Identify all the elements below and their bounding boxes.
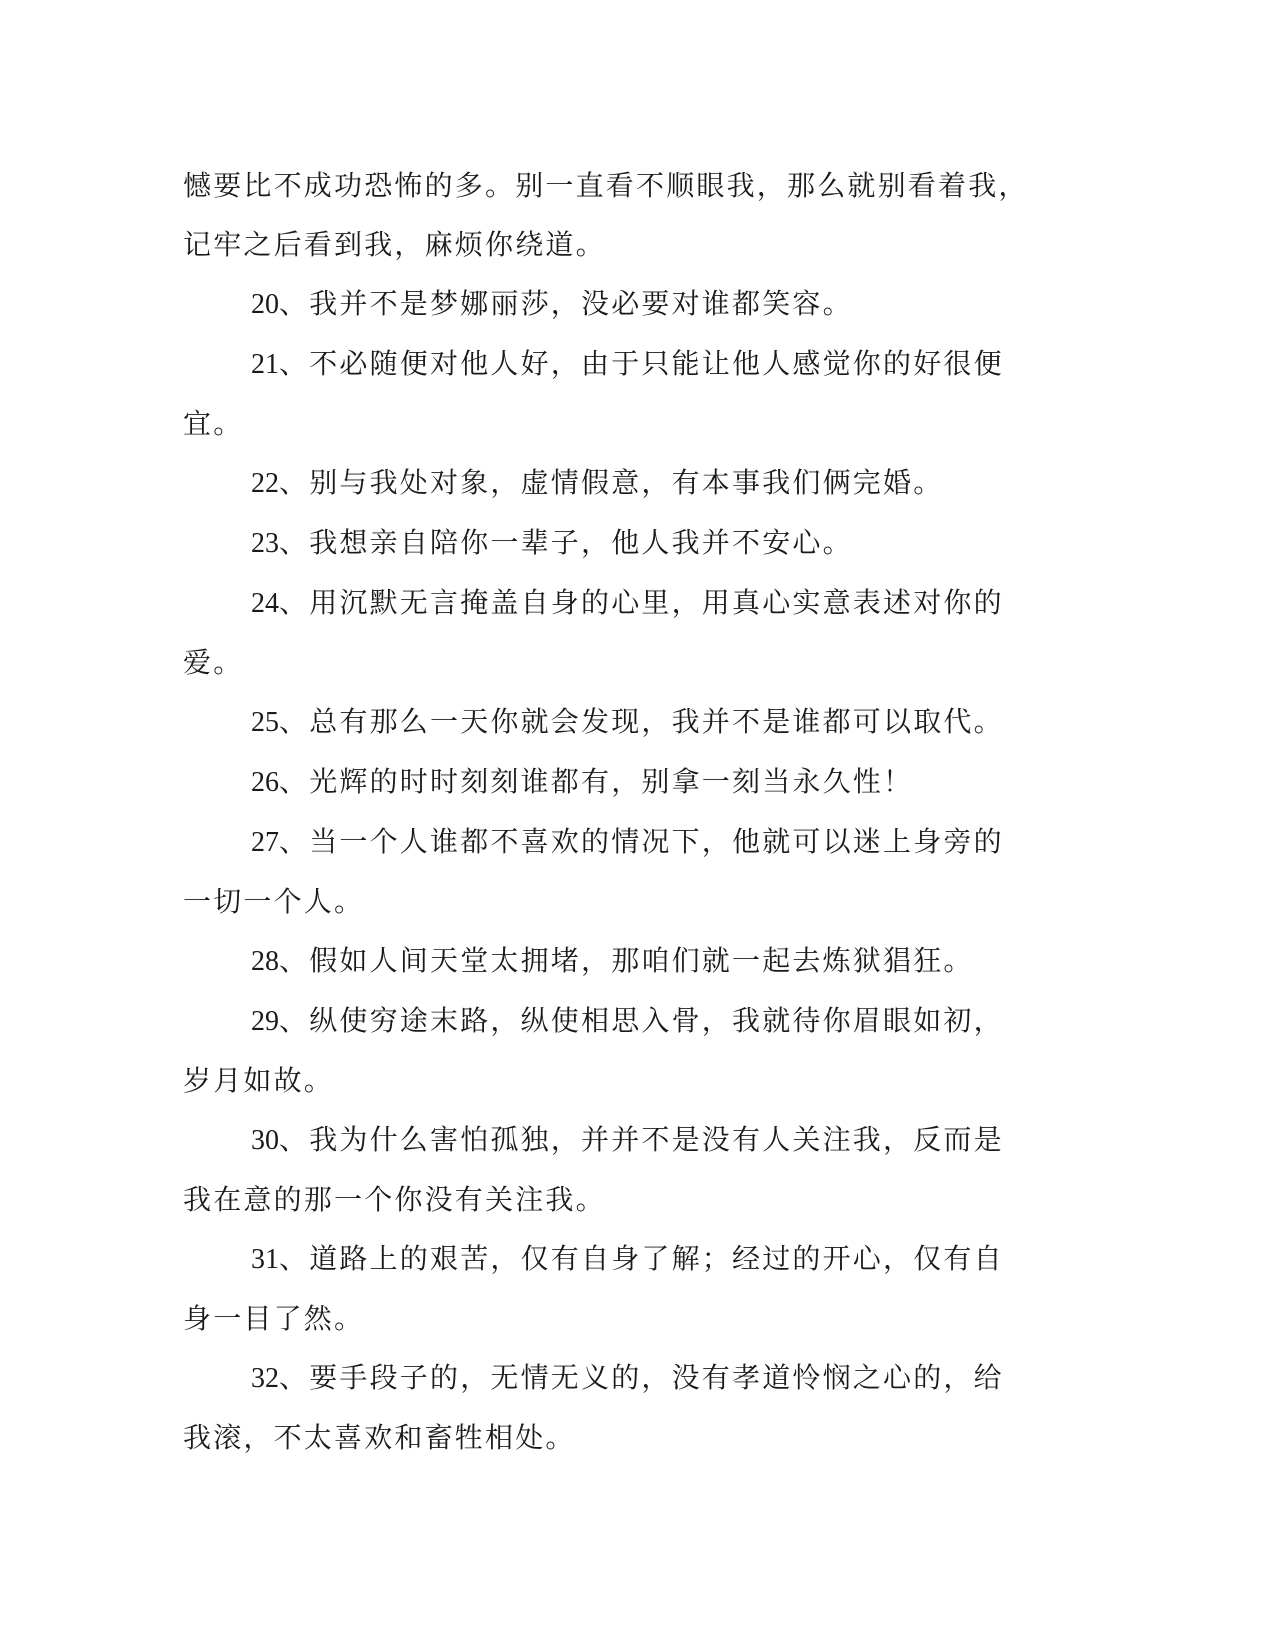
paragraph-continued <box>183 156 1033 274</box>
paragraph-number: 23 <box>251 528 279 559</box>
paragraph-text: 、光辉的时时刻刻谁都有，别拿一刻当永久性！ <box>279 765 914 798</box>
paragraph-29 <box>183 991 1033 1110</box>
paragraph-number: 30 <box>251 1125 279 1156</box>
paragraph-26 <box>183 752 1033 812</box>
paragraph-text: 、我并不是梦娜丽莎，没必要对谁都笑容。 <box>279 287 853 320</box>
paragraph-31 <box>183 1229 1033 1348</box>
paragraph-28 <box>183 931 1033 991</box>
paragraph-text: 、用沉默无言掩盖自身的心里，用真心实意表述对你的爱。 <box>183 586 1004 679</box>
paragraph-23 <box>183 513 1033 573</box>
paragraph-number: 24 <box>251 588 279 619</box>
paragraph-number: 28 <box>251 946 279 977</box>
paragraph-number: 26 <box>251 767 279 798</box>
paragraph-text: 、当一个人谁都不喜欢的情况下，他就可以迷上身旁的一切一个人。 <box>183 825 1004 918</box>
paragraph-number: 20 <box>251 289 279 320</box>
paragraph-number: 32 <box>251 1363 279 1394</box>
paragraph-22 <box>183 453 1033 513</box>
paragraph-text: 、道路上的艰苦，仅有自身了解；经过的开心，仅有自身一目了然。 <box>183 1242 1004 1335</box>
paragraph-text: 、假如人间天堂太拥堵，那咱们就一起去炼狱猖狂。 <box>279 944 974 977</box>
paragraph-number: 21 <box>251 349 279 380</box>
paragraph-text: 、我为什么害怕孤独，并并不是没有人关注我，反而是我在意的那一个你没有关注我。 <box>183 1123 1004 1216</box>
paragraph-text: 、要手段子的，无情无义的，没有孝道怜悯之心的，给我滚，不太喜欢和畜牲相处。 <box>183 1361 1004 1454</box>
paragraph-text: 、我想亲自陪你一辈子，他人我并不安心。 <box>279 526 853 559</box>
paragraph-number: 29 <box>251 1006 279 1037</box>
paragraph-number: 22 <box>251 468 279 499</box>
paragraph-number: 25 <box>251 707 279 738</box>
paragraph-25 <box>183 692 1033 752</box>
paragraph-30 <box>183 1110 1033 1229</box>
paragraph-text: 、总有那么一天你就会发现，我并不是谁都可以取代。 <box>279 705 1004 738</box>
paragraph-text: 、纵使穷途末路，纵使相思入骨，我就待你眉眼如初，岁月如故。 <box>183 1004 1004 1097</box>
paragraph-21 <box>183 334 1033 453</box>
paragraph-text: 、别与我处对象，虚情假意，有本事我们俩完婚。 <box>279 466 944 499</box>
paragraph-32 <box>183 1348 1033 1467</box>
document-body <box>183 156 1033 1467</box>
paragraph-24 <box>183 573 1033 692</box>
paragraph-number: 27 <box>251 827 279 858</box>
paragraph-text: 憾要比不成功恐怖的多。别一直看不顺眼我，那么就别看着我，记牢之后看到我，麻烦你绕道。 <box>183 169 1029 261</box>
paragraph-number: 31 <box>251 1244 279 1275</box>
paragraph-20 <box>183 274 1033 334</box>
paragraph-text: 、不必随便对他人好，由于只能让他人感觉你的好很便宜。 <box>183 347 1004 440</box>
paragraph-27 <box>183 812 1033 931</box>
